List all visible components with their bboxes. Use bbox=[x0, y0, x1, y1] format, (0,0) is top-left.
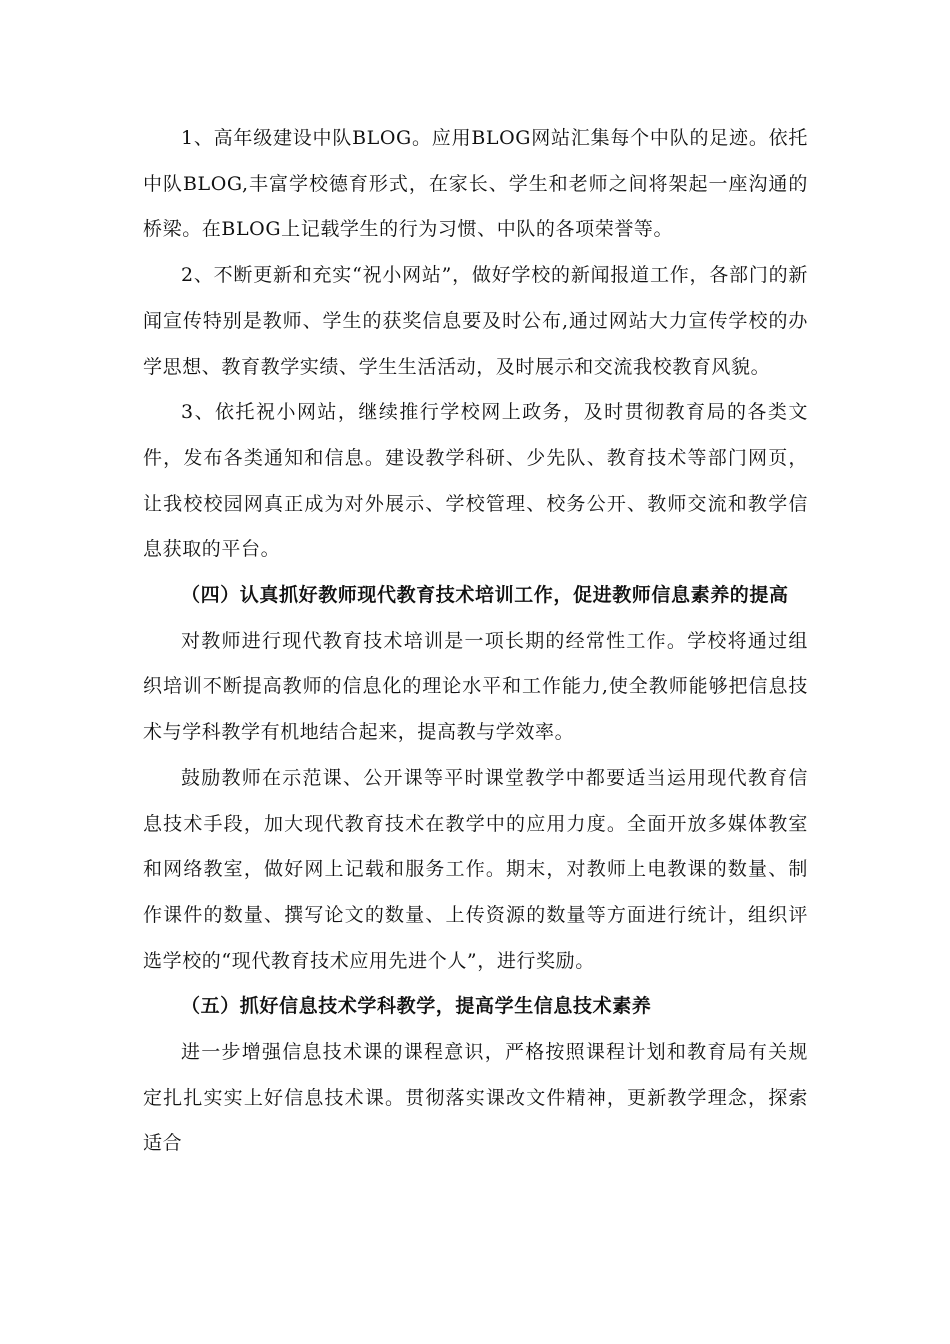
paragraph-teacher-encouragement: 鼓励教师在示范课、公开课等平时课堂教学中都要适当运用现代教育信息技术手段，加大现代教育技术在教学中的应用力度。全面开放多媒体教室和网络教室，做好网上记载和服务工作。期末，对教师上电教课的数量、制作课件的数量、撰写论文的数量、上传资源的数量等方面进行统计，组织评选学校的“现代教育技术应用先进个人”，进行奖励。 bbox=[143, 766, 808, 972]
paragraph-teacher-training: 对教师进行现代教育技术培训是一项长期的经常性工作。学校将通过组织培训不断提高教师的信息化的理论水平和工作能力,使全教师能够把信息技术与学科教学有机地结合起来，提高教与学效率。 bbox=[143, 629, 808, 744]
paragraph-blog: 1、高年级建设中队BLOG。应用BLOG网站汇集每个中队的足迹。依托中队BLOG,丰富学校德育形式，在家长、学生和老师之间将架起一座沟通的桥梁。在BLOG上记载学生的行为习惯、中队的各项荣誉等。 bbox=[143, 127, 808, 241]
paragraph-website-news: 2、不断更新和充实“祝小网站”，做好学校的新闻报道工作，各部门的新闻宣传特别是教师、学生的获奖信息要及时公布,通过网站大力宣传学校的办学思想、教育教学实绩、学生生活活动，及时展示和交流我校教育风貌。 bbox=[143, 264, 808, 378]
section-heading-5: （五）抓好信息技术学科教学，提高学生信息技术素养 bbox=[181, 995, 652, 1018]
section-heading-4: （四）认真抓好教师现代教育技术培训工作，促进教师信息素养的提高 bbox=[181, 584, 789, 607]
document-body bbox=[143, 116, 808, 1167]
paragraph-it-course: 进一步增强信息技术课的课程意识，严格按照课程计划和教育局有关规定扎扎实实上好信息技术课。贯彻落实课改文件精神，更新教学理念，探索适合 bbox=[143, 1041, 808, 1155]
paragraph-online-affairs: 3、依托祝小网站，继续推行学校网上政务，及时贯彻教育局的各类文件，发布各类通知和信息。建设教学科研、少先队、教育技术等部门网页，让我校校园网真正成为对外展示、学校管理、校务公开、教师交流和教学信息获取的平台。 bbox=[143, 401, 808, 561]
